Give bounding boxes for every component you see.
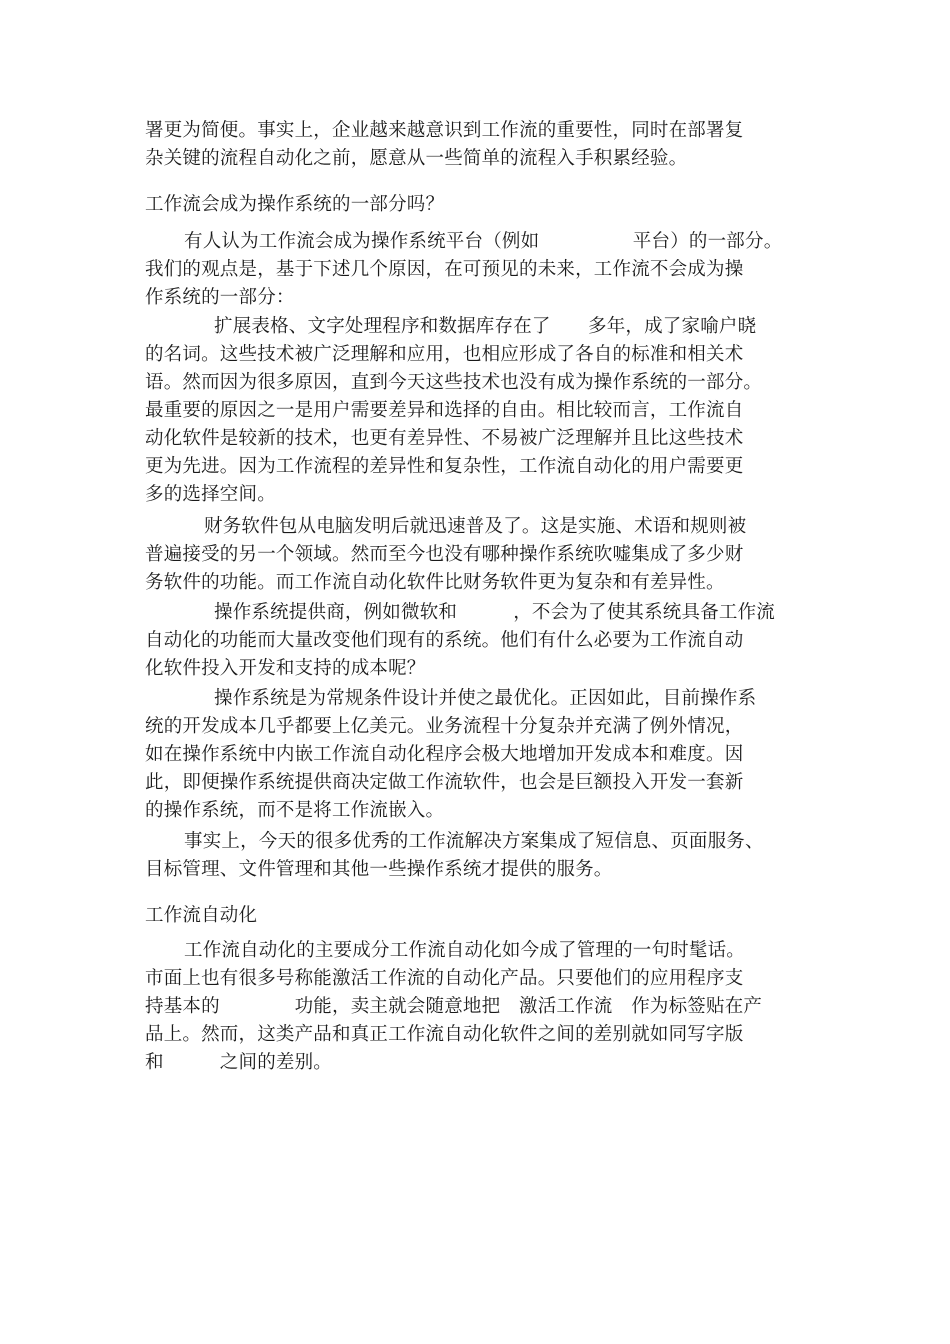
text-line-14: 财务软件包从电脑发明后就迅速普及了。这是实施、术语和规则被 bbox=[204, 516, 747, 537]
text-line-10: 最重要的原因之一是用户需要差异和选择的自由。相比较而言，工作流自 bbox=[145, 400, 744, 421]
text-line-28: 工作流自动化的主要成分工作流自动化如今成了管理的一句时髦话。 bbox=[184, 940, 746, 961]
section-heading-os: 工作流会成为操作系统的一部分吗？ bbox=[145, 194, 445, 215]
text-line-13: 多的选择空间。 bbox=[145, 484, 276, 505]
text-line-11: 动化软件是较新的技术，也更有差异性、不易被广泛理解并且比这些技术 bbox=[145, 428, 744, 449]
text-line-25: 事实上，今天的很多优秀的工作流解决方案集成了短信息、页面服务、 bbox=[184, 831, 764, 852]
text-line-19: 化软件投入开发和支持的成本呢？ bbox=[145, 658, 426, 679]
text-line-21: 统的开发成本几乎都要上亿美元。业务流程十分复杂并充满了例外情况， bbox=[145, 716, 744, 737]
text-line-15: 普遍接受的另一个领域。然而至今也没有哪种操作系统吹嘘集成了多少财 bbox=[145, 544, 744, 565]
text-line-32: 和 之间的差别。 bbox=[145, 1052, 333, 1073]
text-line-12: 更为先进。因为工作流程的差异性和复杂性，工作流自动化的用户需要更 bbox=[145, 456, 744, 477]
text-line-18: 自动化的功能而大量改变他们现有的系统。他们有什么必要为工作流自动 bbox=[145, 630, 744, 651]
text-line-26: 目标管理、文件管理和其他一些操作系统才提供的服务。 bbox=[145, 859, 613, 880]
text-line-24: 的操作系统，而不是将工作流嵌入。 bbox=[145, 800, 445, 821]
text-line-8: 的名词。这些技术被广泛理解和应用，也相应形成了各自的标准和相关术 bbox=[145, 344, 744, 365]
text-line-29: 市面上也有很多号称能激活工作流的自动化产品。只要他们的应用程序支 bbox=[145, 968, 744, 989]
text-line-7: 扩展表格、文字处理程序和数据库存在了 多年，成了家喻户晓 bbox=[214, 316, 757, 337]
text-line-23: 此，即便操作系统提供商决定做工作流软件，也会是巨额投入开发一套新 bbox=[145, 772, 744, 793]
text-line-4: 有人认为工作流会成为操作系统平台（例如 平台）的一部分。 bbox=[184, 231, 783, 252]
text-line-6: 作系统的一部分： bbox=[145, 287, 295, 308]
text-line-16: 务软件的功能。而工作流自动化软件比财务软件更为复杂和有差异性。 bbox=[145, 572, 725, 593]
text-line-5: 我们的观点是，基于下述几个原因，在可预见的未来，工作流不会成为操 bbox=[145, 259, 744, 280]
text-line-31: 品上。然而，这类产品和真正工作流自动化软件之间的差别就如同写字版 bbox=[145, 1024, 744, 1045]
text-line-17: 操作系统提供商，例如微软和 ，不会为了使其系统具备工作流 bbox=[214, 602, 776, 623]
text-line-30: 持基本的 功能，卖主就会随意地把 激活工作流 作为标签贴在产 bbox=[145, 996, 763, 1017]
text-line-1: 署更为简便。事实上，企业越来越意识到工作流的重要性，同时在部署复 bbox=[145, 120, 744, 141]
text-line-2: 杂关键的流程自动化之前，愿意从一些简单的流程入手积累经验。 bbox=[145, 148, 688, 169]
text-line-22: 如在操作系统中内嵌工作流自动化程序会极大地增加开发成本和难度。因 bbox=[145, 744, 744, 765]
text-line-20: 操作系统是为常规条件设计并使之最优化。正因如此，目前操作系 bbox=[214, 688, 757, 709]
text-line-9: 语。然而因为很多原因，直到今天这些技术也没有成为操作系统的一部分。 bbox=[145, 372, 763, 393]
section-heading-automation: 工作流自动化 bbox=[145, 905, 258, 926]
